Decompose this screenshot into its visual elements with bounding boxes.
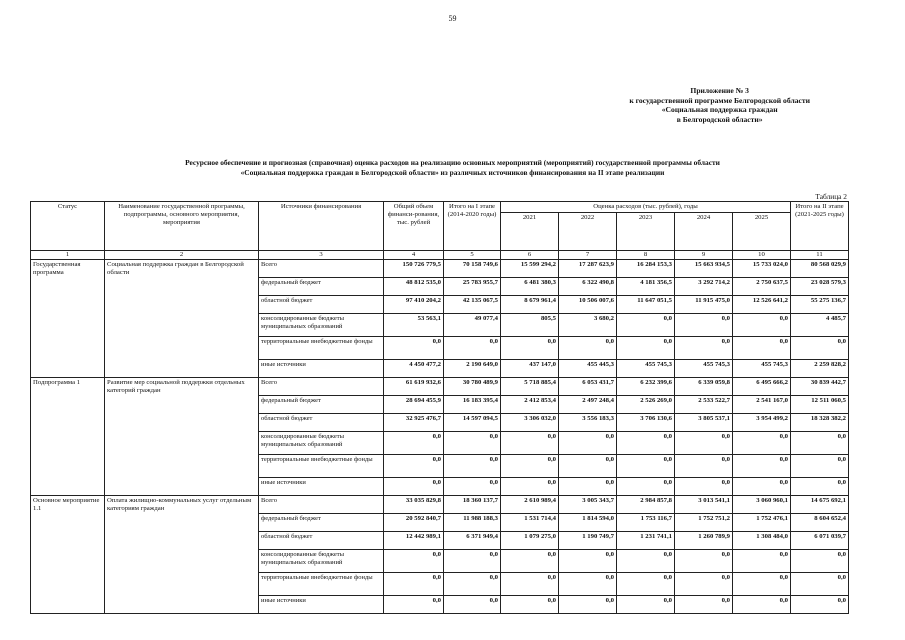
row-program-name: Развитие мер социальной поддержки отдельных категорий граждан [105,378,259,496]
header-estimate: Оценка расходов (тыс. рублей), годы [501,202,791,213]
row-value-cell: 0,0 [559,337,617,360]
row-value-cell: 455 745,3 [733,360,791,378]
appendix-line-1: Приложение № 3 [690,86,749,95]
row-value-cell: 0,0 [675,314,733,337]
row-value-cell: 1 752 751,2 [675,514,733,532]
row-value-cell: 30 839 442,7 [791,378,849,396]
row-value-cell: 0,0 [501,596,559,614]
row-value-cell: 0,0 [444,573,501,596]
row-value-cell: 2 610 989,4 [501,496,559,514]
row-value-cell: 0,0 [675,596,733,614]
row-program-name: Социальная поддержка граждан в Белгородской области [105,260,259,378]
row-value-cell: 0,0 [384,573,444,596]
row-value-cell: 0,0 [733,432,791,455]
row-value-cell: 0,0 [444,432,501,455]
row-value-cell: 0,0 [559,432,617,455]
row-value-cell: 0,0 [733,455,791,478]
header-year: 2023 [617,213,675,251]
row-value-cell: 150 726 779,5 [384,260,444,278]
row-value-cell: 0,0 [675,337,733,360]
row-funding-source: областной бюджет [259,532,384,550]
row-value-cell: 8 604 652,4 [791,514,849,532]
row-value-cell: 0,0 [617,455,675,478]
row-value-cell: 6 495 666,2 [733,378,791,396]
row-value-cell: 3 060 960,1 [733,496,791,514]
row-value-cell: 3 805 537,1 [675,414,733,432]
row-funding-source: иные источники [259,360,384,378]
row-value-cell: 0,0 [501,573,559,596]
row-value-cell: 97 410 204,2 [384,296,444,314]
row-value-cell: 11 647 051,5 [617,296,675,314]
header-year: 2021 [501,213,559,251]
row-value-cell: 0,0 [733,337,791,360]
row-value-cell: 0,0 [675,550,733,573]
appendix-line-3: «Социальная поддержка граждан [661,105,778,114]
appendix-header [629,86,810,124]
row-value-cell: 0,0 [733,573,791,596]
row-value-cell: 2 412 853,4 [501,396,559,414]
row-value-cell: 3 306 032,0 [501,414,559,432]
header-total-volume: Общий объем финанси-рования, тыс. рублей [384,202,444,251]
row-funding-source: областной бюджет [259,414,384,432]
row-value-cell: 3 013 541,1 [675,496,733,514]
row-value-cell: 6 339 059,8 [675,378,733,396]
row-value-cell: 28 694 455,9 [384,396,444,414]
row-value-cell: 6 053 431,7 [559,378,617,396]
row-funding-source: территориальные внебюджетные фонды [259,573,384,596]
row-funding-source: федеральный бюджет [259,278,384,296]
row-value-cell: 0,0 [791,455,849,478]
row-value-cell: 33 035 829,8 [384,496,444,514]
row-value-cell: 3 005 343,7 [559,496,617,514]
row-value-cell: 3 556 183,3 [559,414,617,432]
row-funding-source: Всего [259,378,384,396]
header-status: Статус [31,202,105,251]
row-value-cell: 15 599 294,2 [501,260,559,278]
row-value-cell: 0,0 [559,455,617,478]
col-index: 10 [733,251,791,260]
row-funding-source: областной бюджет [259,296,384,314]
row-value-cell: 1 531 714,4 [501,514,559,532]
row-value-cell: 49 077,4 [444,314,501,337]
row-value-cell: 0,0 [733,596,791,614]
row-value-cell: 0,0 [501,455,559,478]
row-value-cell: 0,0 [791,478,849,496]
row-value-cell: 0,0 [675,455,733,478]
row-value-cell: 53 563,1 [384,314,444,337]
row-value-cell: 2 541 167,0 [733,396,791,414]
row-value-cell: 0,0 [501,432,559,455]
row-value-cell: 6 322 490,8 [559,278,617,296]
row-value-cell: 4 450 477,2 [384,360,444,378]
row-funding-source: консолидированные бюджеты муниципальных образований [259,550,384,573]
row-value-cell: 4 485,7 [791,314,849,337]
row-value-cell: 1 753 116,7 [617,514,675,532]
row-value-cell: 2 984 857,8 [617,496,675,514]
header-stage2-total: Итого на II этапе (2021-2025 годы) [791,202,849,251]
row-value-cell: 0,0 [617,573,675,596]
row-value-cell: 5 718 885,4 [501,378,559,396]
row-value-cell: 0,0 [675,478,733,496]
row-value-cell: 6 232 399,6 [617,378,675,396]
row-value-cell: 0,0 [733,478,791,496]
row-value-cell: 10 506 007,6 [559,296,617,314]
row-value-cell: 18 328 382,2 [791,414,849,432]
row-value-cell: 0,0 [617,478,675,496]
row-value-cell: 80 568 029,9 [791,260,849,278]
row-value-cell: 2 190 649,0 [444,360,501,378]
row-value-cell: 455 445,3 [559,360,617,378]
row-value-cell: 15 663 934,5 [675,260,733,278]
row-value-cell: 2 259 828,2 [791,360,849,378]
row-value-cell: 12 442 989,1 [384,532,444,550]
row-value-cell: 15 733 024,0 [733,260,791,278]
row-value-cell: 1 190 749,7 [559,532,617,550]
row-funding-source: территориальные внебюджетные фонды [259,455,384,478]
row-value-cell: 6 481 380,3 [501,278,559,296]
row-value-cell: 2 497 248,4 [559,396,617,414]
row-value-cell: 1 260 789,9 [675,532,733,550]
row-value-cell: 32 925 476,7 [384,414,444,432]
row-value-cell: 2 533 522,7 [675,396,733,414]
row-value-cell: 30 780 489,9 [444,378,501,396]
row-value-cell: 14 597 094,5 [444,414,501,432]
appendix-line-4: в Белгородской области» [676,114,763,124]
row-value-cell: 0,0 [675,573,733,596]
row-value-cell: 0,0 [559,478,617,496]
row-funding-source: иные источники [259,596,384,614]
row-value-cell: 55 275 136,7 [791,296,849,314]
row-value-cell: 23 028 579,3 [791,278,849,296]
row-value-cell: 3 680,2 [559,314,617,337]
row-value-cell: 0,0 [559,596,617,614]
row-value-cell: 0,0 [501,337,559,360]
row-value-cell: 0,0 [617,314,675,337]
col-index: 11 [791,251,849,260]
row-value-cell: 3 292 714,2 [675,278,733,296]
row-status: Основное мероприятие 1.1 [31,496,105,614]
table-label: Таблица 2 [815,192,847,201]
row-value-cell: 0,0 [444,596,501,614]
row-value-cell: 20 592 840,7 [384,514,444,532]
row-funding-source: Всего [259,260,384,278]
row-funding-source: федеральный бюджет [259,514,384,532]
row-value-cell: 0,0 [617,337,675,360]
row-value-cell: 1 231 741,1 [617,532,675,550]
row-value-cell: 2 526 269,0 [617,396,675,414]
col-index: 4 [384,251,444,260]
column-index-row [31,251,849,260]
row-value-cell: 18 360 137,7 [444,496,501,514]
appendix-line-2: к государственной программе Белгородской области [629,95,810,105]
row-value-cell: 0,0 [444,337,501,360]
row-value-cell: 0,0 [791,337,849,360]
row-status: Подпрограмма 1 [31,378,105,496]
row-value-cell: 0,0 [791,573,849,596]
row-value-cell: 1 308 484,0 [733,532,791,550]
row-value-cell: 1 752 476,1 [733,514,791,532]
row-program-name: Оплата жилищно-коммунальных услуг отдельным категориям граждан [105,496,259,614]
row-value-cell: 4 181 356,5 [617,278,675,296]
table-body [31,260,849,614]
row-value-cell: 6 371 949,4 [444,532,501,550]
col-index: 8 [617,251,675,260]
row-funding-source: консолидированные бюджеты муниципальных образований [259,314,384,337]
row-value-cell: 25 783 955,7 [444,278,501,296]
row-value-cell: 42 135 067,5 [444,296,501,314]
row-funding-source: Всего [259,496,384,514]
row-funding-source: иные источники [259,478,384,496]
table-row [31,378,849,396]
col-index: 6 [501,251,559,260]
row-value-cell: 0,0 [559,573,617,596]
row-value-cell: 0,0 [384,596,444,614]
row-value-cell: 16 183 395,4 [444,396,501,414]
row-value-cell: 455 745,3 [675,360,733,378]
row-value-cell: 0,0 [444,478,501,496]
row-value-cell: 0,0 [384,337,444,360]
row-value-cell: 70 158 749,6 [444,260,501,278]
title-line-1: Ресурсное обеспечение и прогнозная (справочная) оценка расходов на реализацию основных мероприятий (мероприятий) государственной программы области [185,158,720,167]
row-status: Государственная программа [31,260,105,378]
row-value-cell: 0,0 [617,550,675,573]
row-value-cell: 0,0 [384,455,444,478]
header-sources: Источники финансирования [259,202,384,251]
row-value-cell: 2 750 637,5 [733,278,791,296]
table-row [31,260,849,278]
row-value-cell: 0,0 [384,432,444,455]
row-value-cell: 0,0 [733,550,791,573]
header-year: 2024 [675,213,733,251]
row-value-cell: 6 071 039,7 [791,532,849,550]
row-value-cell: 437 147,0 [501,360,559,378]
row-value-cell: 0,0 [617,596,675,614]
row-value-cell: 14 675 692,1 [791,496,849,514]
row-value-cell: 3 954 499,2 [733,414,791,432]
col-index: 3 [259,251,384,260]
row-value-cell: 1 079 275,0 [501,532,559,550]
table-row [31,496,849,514]
row-value-cell: 0,0 [559,550,617,573]
row-value-cell: 0,0 [733,314,791,337]
row-value-cell: 1 814 594,0 [559,514,617,532]
row-value-cell: 0,0 [675,432,733,455]
col-index: 2 [105,251,259,260]
title-line-2: «Социальная поддержка граждан в Белгородской области» из различных источников финансирования на II этапе реализации [240,168,665,177]
header-name: Наименование государственной программы, подпрограммы, основного мероприятия, мероприятия [105,202,259,251]
row-funding-source: территориальные внебюджетные фонды [259,337,384,360]
row-value-cell: 61 619 932,6 [384,378,444,396]
row-value-cell: 8 679 961,4 [501,296,559,314]
row-value-cell: 16 284 153,3 [617,260,675,278]
header-stage1-total: Итого на I этапе (2014-2020 годы) [444,202,501,251]
row-value-cell: 0,0 [444,455,501,478]
row-value-cell: 0,0 [384,478,444,496]
row-value-cell: 48 812 535,0 [384,278,444,296]
col-index: 5 [444,251,501,260]
col-index: 9 [675,251,733,260]
row-value-cell: 0,0 [791,596,849,614]
resource-table [30,201,849,614]
document-title [0,158,905,178]
row-value-cell: 0,0 [501,478,559,496]
page-number: 59 [448,14,457,23]
row-value-cell: 12 511 060,5 [791,396,849,414]
row-value-cell: 0,0 [384,550,444,573]
col-index: 7 [559,251,617,260]
row-funding-source: консолидированные бюджеты муниципальных образований [259,432,384,455]
row-value-cell: 11 988 188,3 [444,514,501,532]
row-value-cell: 0,0 [791,432,849,455]
row-value-cell: 17 287 623,9 [559,260,617,278]
header-year: 2025 [733,213,791,251]
row-value-cell: 455 745,3 [617,360,675,378]
row-value-cell: 0,0 [791,550,849,573]
row-value-cell: 0,0 [444,550,501,573]
row-value-cell: 12 526 641,2 [733,296,791,314]
header-year: 2022 [559,213,617,251]
col-index: 1 [31,251,105,260]
row-value-cell: 0,0 [617,432,675,455]
row-value-cell: 11 915 475,0 [675,296,733,314]
row-value-cell: 805,5 [501,314,559,337]
row-value-cell: 3 706 130,6 [617,414,675,432]
row-funding-source: федеральный бюджет [259,396,384,414]
row-value-cell: 0,0 [501,550,559,573]
